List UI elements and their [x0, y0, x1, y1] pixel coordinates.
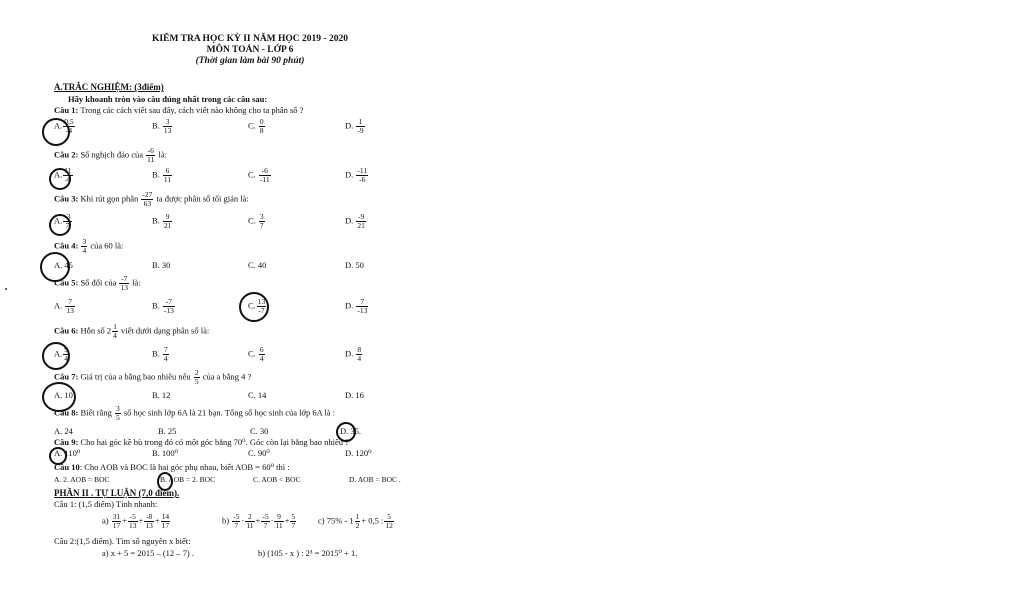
- q6-option-c: C. $\frac{6}{4}$: [248, 345, 264, 363]
- essay-question-2: Câu 2:(1,5 điểm). Tìm số nguyên x biết:: [54, 536, 191, 546]
- q5-option-b: B. $\frac{-7}{-13}$: [152, 297, 174, 315]
- expression-c: c) 75% - 1 $\frac{1}{2}$ + 0,5 : $\frac{5}{12}$: [318, 512, 393, 530]
- q9-option-a: A. 110⁰: [54, 448, 81, 458]
- question-8: Câu 8: Biết rằng $\frac{3}{5}$ số học sinh lớp 6A là 21 bạn. Tổng số học sinh của lớp 6A là :: [54, 404, 336, 422]
- q4-option-a: A. 45: [54, 260, 73, 270]
- question-1: Câu 1: Trong các cách viết sau đây, cách viết nào không cho ta phân số ?: [54, 105, 304, 115]
- q4-option-c: C. 40: [248, 260, 267, 270]
- q10-option-a: A. 2. AOB = BOC: [54, 475, 110, 484]
- q5-option-d: D. $\frac{7}{-13}$: [345, 297, 368, 315]
- q10-option-d: D. AOB = BOC .: [349, 475, 401, 484]
- q3-option-c: C. $\frac{3}{7}$: [248, 212, 264, 230]
- q8-option-d: D. 35.: [340, 426, 362, 436]
- q2-option-d: D. $\frac{-11}{-6}$: [345, 166, 368, 184]
- question-4: Câu 4: $\frac{3}{4}$ của 60 là:: [54, 237, 124, 255]
- q6-option-b: B. $\frac{7}{4}$: [152, 345, 168, 363]
- q7-option-a: A. 10: [54, 390, 73, 400]
- question-10: Câu 10: Cho AOB và BOC là hai góc phụ nhau, biết AOB = 60⁰ thì :: [54, 462, 290, 472]
- q7-option-c: C. 14: [248, 390, 267, 400]
- essay-question-1: Câu 1: (1,5 điểm) Tính nhanh:: [54, 499, 158, 509]
- equation-b: b) (105 - x ) : 2³ = 2015⁰ + 1.: [258, 548, 358, 558]
- answer-circle: [42, 342, 70, 370]
- q9-option-c: C. 90⁰: [248, 448, 270, 458]
- q1-option-d: D. $\frac{1}{-9}$: [345, 117, 364, 135]
- answer-circle: [42, 118, 70, 146]
- q8-option-a: A. 24: [54, 426, 73, 436]
- expression-a: a) $\frac{31}{17}$ + $\frac{-5}{13}$ + $\frac{-8}{13}$ + $\frac{14}{17}$: [102, 512, 170, 530]
- q8-option-c: C. 30: [250, 426, 269, 436]
- exam-paper: [40, 28, 440, 588]
- exam-title: KIỂM TRA HỌC KỲ II NĂM HỌC 2019 - 2020: [152, 34, 348, 44]
- question-7: Câu 7: Giá trị của a bằng bao nhiêu nếu $\frac{2}{5}$ của a bằng 4 ?: [54, 368, 252, 386]
- q6-option-d: D. $\frac{8}{4}$: [345, 345, 362, 363]
- q3-option-d: D. $\frac{-9}{21}$: [345, 212, 365, 230]
- q2-option-c: C. $\frac{-6}{-11}$: [248, 166, 270, 184]
- q3-option-a: A. $\frac{-3}{7}$: [54, 212, 71, 230]
- time-note: (Thời gian làm bài 90 phút): [195, 56, 305, 66]
- q4-option-d: D. 50: [345, 260, 364, 270]
- answer-circle: [239, 292, 269, 322]
- answer-circle: [49, 214, 71, 236]
- q1-option-b: B. $\frac{3}{13}$: [152, 117, 172, 135]
- answer-circle: [49, 168, 71, 190]
- question-6: Câu 6: Hỗn số 2 $\frac{1}{4}$ viết dưới dạng phân số là:: [54, 322, 210, 340]
- question-3: Câu 3: Khi rút gọn phân $\frac{-27}{63}$ ta được phân số tối giản là:: [54, 190, 249, 208]
- q6-option-a: A. $\frac{9}{4}$: [54, 345, 69, 363]
- subject-title: MÔN TOÁN - LỚP 6: [206, 45, 294, 55]
- q8-option-b: B. 25: [158, 426, 177, 436]
- instruction: Hãy khoanh tròn vào câu đúng nhất trong các câu sau:: [68, 94, 268, 104]
- stray-dot: [5, 288, 7, 290]
- q7-option-d: D. 16: [345, 390, 364, 400]
- q3-option-b: B. $\frac{9}{21}$: [152, 212, 172, 230]
- q10-option-c: C. AOB < BOC: [253, 475, 301, 484]
- q10-option-b: B. AOB = 2. BOC: [160, 475, 216, 484]
- expression-b: b) $\frac{-5}{7}$ · $\frac{2}{11}$ + $\frac{-5}{7}$ · $\frac{9}{11}$ + $\frac{5}{7}$: [222, 512, 296, 530]
- q9-option-d: D. 120⁰: [345, 448, 372, 458]
- q2-option-a: A. $\frac{11}{-6}$: [54, 166, 72, 184]
- q9-option-b: B. 100⁰: [152, 448, 179, 458]
- q1-option-a: A. $\frac{0,5}{-4}$: [54, 117, 74, 135]
- q2-option-b: B. $\frac{6}{11}$: [152, 166, 172, 184]
- q4-option-b: B. 30: [152, 260, 171, 270]
- q1-option-c: C. $\frac{0}{8}$: [248, 117, 264, 135]
- q5-option-a: A. $\frac{7}{13}$: [54, 297, 74, 315]
- part-b-title: PHẦN II . TỰ LUẬN (7,0 điểm).: [54, 488, 180, 498]
- q5-option-c: C. $\frac{13}{-7}$: [248, 297, 266, 315]
- question-9: Câu 9: Cho hai góc kề bù trong đó có một góc bằng 70⁰. Góc còn lại bằng bao nhiêu ?: [54, 437, 349, 447]
- question-5: Câu 5: Số đối của $\frac{-7}{13}$ là:: [54, 274, 141, 292]
- question-2: Câu 2: Số nghịch đảo của $\frac{-6}{11}$ là:: [54, 146, 167, 164]
- q7-option-b: B. 12: [152, 390, 171, 400]
- part-a-title: A.TRẮC NGHIỆM: (3điểm): [54, 82, 164, 92]
- equation-a: a) x + 5 = 2015 – (12 – 7) .: [102, 548, 194, 558]
